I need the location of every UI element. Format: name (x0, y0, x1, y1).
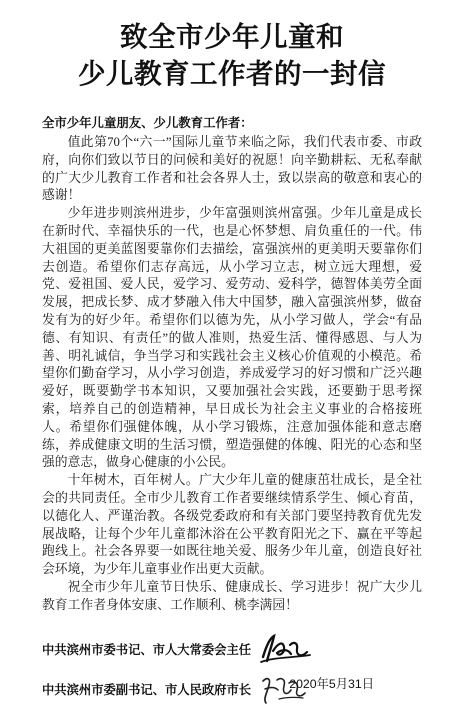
title-line-1: 致全市少年儿童和 (120, 21, 344, 52)
paragraph-1: 值此第70个“六一”国际儿童节来临之际，我们代表市委、市政府，向你们致以节日的问候和美好的祝愿！向辛勤耕耘、无私奉献的广大少儿教育工作者和社会各界人士，致以崇高的敬意和衷心的感谢！ (42, 135, 422, 203)
paragraph-3: 十年树木，百年树人。广大少年儿童的健康茁壮成长，是全社会的共同责任。全市少儿教育工作者要继续情系学生、倾心育苗，以德化人、严谨治教。各级党委政府和有关部门要坚持教育优先发展战略，让每个少年儿童都沐浴在公平教育阳光之下、赢在平等起跑线上。社会各界要一如既往地关爱、服务少年儿童，创造良好社会环境，为少年儿童事业作出更大贡献。 (42, 473, 422, 577)
salutation: 全市少年儿童朋友、少儿教育工作者： (42, 116, 253, 130)
paragraph-4: 祝全市少年儿童节日快乐、健康成长、学习进步！祝广大少儿教育工作者身体安康、工作顺利、桃李满园！ (42, 579, 422, 612)
letter-date: 2020年5月31日 (289, 677, 374, 691)
signatory-title-2: 中共滨州市委副书记、市人民政府市长 (42, 682, 252, 697)
letter-body (42, 134, 422, 615)
handwritten-signature-1 (257, 631, 313, 667)
signature-block (42, 629, 422, 709)
title-line-2: 少儿教育工作者的一封信 (78, 58, 386, 89)
signature-row-1 (42, 629, 422, 669)
letter-title (42, 18, 422, 92)
paragraph-2: 少年进步则滨州进步，少年富强则滨州富强。少年儿童是成长在新时代、幸福快乐的一代，也是心怀梦想、肩负重任的一代。伟大祖国的更美蓝图要靠你们去描绘，富强滨州的更美明天要靠你们去创造。希望你们志存高远，从小学习立志，树立远大理想，爱党、爱祖国、爱人民，爱学习、爱劳动、爱科学，德智体美劳全面发展，把成长梦、成才梦融入伟大中国梦，融入富强滨州梦，做奋发有为的好少年。希望你们以德为先，从小学习做人，学会“有品德、有知识、有责任”的做人准则，热爱生活、懂得感恩、与人为善、明礼诚信，争当学习和实践社会主义核心价值观的小模范。希望你们勤奋学习，从小学习创造，养成爱学习的好习惯和广泛兴趣爱好，既要勤学书本知识，又要加强社会实践，还要勤于思考探索，培养自己的创造精神，早日成长为社会主义事业的合格接班人。希望你们强健体魄，从小学习锻炼，注意加强体能和意志磨练，养成健康文明的生活习惯，塑造强健的体魄、阳光的心态和坚强的意志，做身心健康的小公民。 (42, 206, 422, 470)
signatory-title-1: 中共滨州市委书记、市人大常委会主任 (42, 642, 252, 657)
